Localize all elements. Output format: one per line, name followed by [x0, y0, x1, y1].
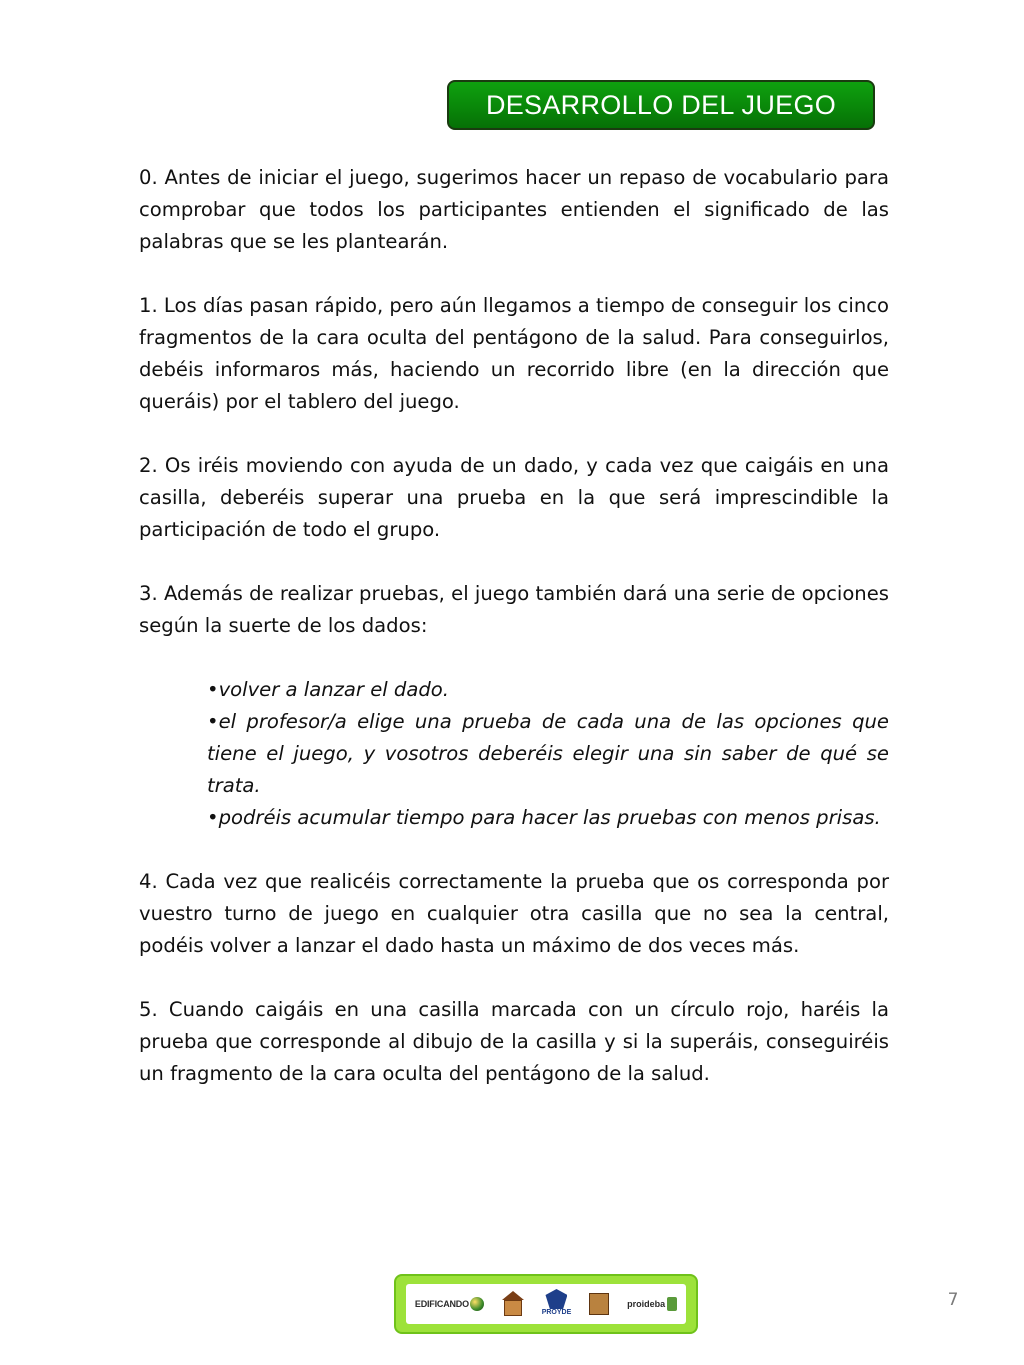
paragraph-5: 5. Cuando caigáis en una casilla marcada con un círculo rojo, haréis la prueba que corresponde al dibujo de la casilla y si la superáis, conseguiréis un fragmento de la cara oculta del pentágono de la salud.: [139, 998, 889, 1085]
paragraph-2: 2. Os iréis moviendo con ayuda de un dado, y cada vez que caigáis en una casilla, deberéis superar una prueba en la que será imprescindible la participación de todo el grupo.: [139, 454, 889, 541]
footer-logo-band: [394, 1274, 698, 1334]
page-title: DESARROLLO DEL JUEGO: [485, 89, 837, 120]
document-body: [139, 162, 889, 1122]
house-logo-icon: [502, 1291, 524, 1317]
bullet-icon: •: [207, 710, 219, 733]
proyde-logo-text: PROYDE: [541, 1309, 572, 1316]
list-item-text: el profesor/a elige una prueba de cada una de las opciones que tiene el juego, y vosotros deberéis elegir una sin saber de qué se trata.: [207, 710, 889, 797]
page-number: 7: [947, 1290, 959, 1310]
list-item-text: volver a lanzar el dado.: [218, 678, 450, 701]
bird-icon: [545, 1289, 567, 1309]
bullet-icon: •: [207, 806, 219, 829]
bullet-icon: •: [207, 678, 219, 701]
footer-logos: [406, 1284, 686, 1324]
globe-icon: [470, 1297, 484, 1311]
proideba-logo: [627, 1297, 677, 1311]
list-item-text: podréis acumular tiempo para hacer las pruebas con menos prisas.: [218, 806, 881, 829]
proideba-logo-text: proideba: [627, 1299, 666, 1309]
options-list: [139, 674, 889, 834]
crate-logo-icon: [589, 1293, 609, 1315]
list-item: [207, 706, 889, 802]
proyde-logo: [541, 1287, 571, 1321]
paragraph-4: 4. Cada vez que realicéis correctamente la prueba que os corresponda por vuestro turno de juego en cualquier otra casilla que no sea la central, podéis volver a lanzar el dado hasta un máximo de dos veces más.: [139, 870, 889, 957]
title-banner: [447, 80, 875, 130]
edificando-logo: [415, 1297, 484, 1311]
paragraph-0: 0. Antes de iniciar el juego, sugerimos hacer un repaso de vocabulario para comprobar que todos los participantes entienden el significado de las palabras que se les plantearán.: [139, 166, 889, 253]
edificando-logo-text: EDIFICANDO: [414, 1299, 469, 1309]
paragraph-1: 1. Los días pasan rápido, pero aún llegamos a tiempo de conseguir los cinco fragmentos de la cara oculta del pentágono de la salud. Para conseguirlos, debéis informaros más, haciendo un recorrido libre (en la dirección que queráis) por el tablero del juego.: [139, 294, 889, 413]
list-item: [207, 802, 889, 834]
list-item: [207, 674, 889, 706]
paragraph-3: 3. Además de realizar pruebas, el juego también dará una serie de opciones según la suerte de los dados:: [139, 582, 889, 637]
leaf-icon: [667, 1297, 677, 1311]
